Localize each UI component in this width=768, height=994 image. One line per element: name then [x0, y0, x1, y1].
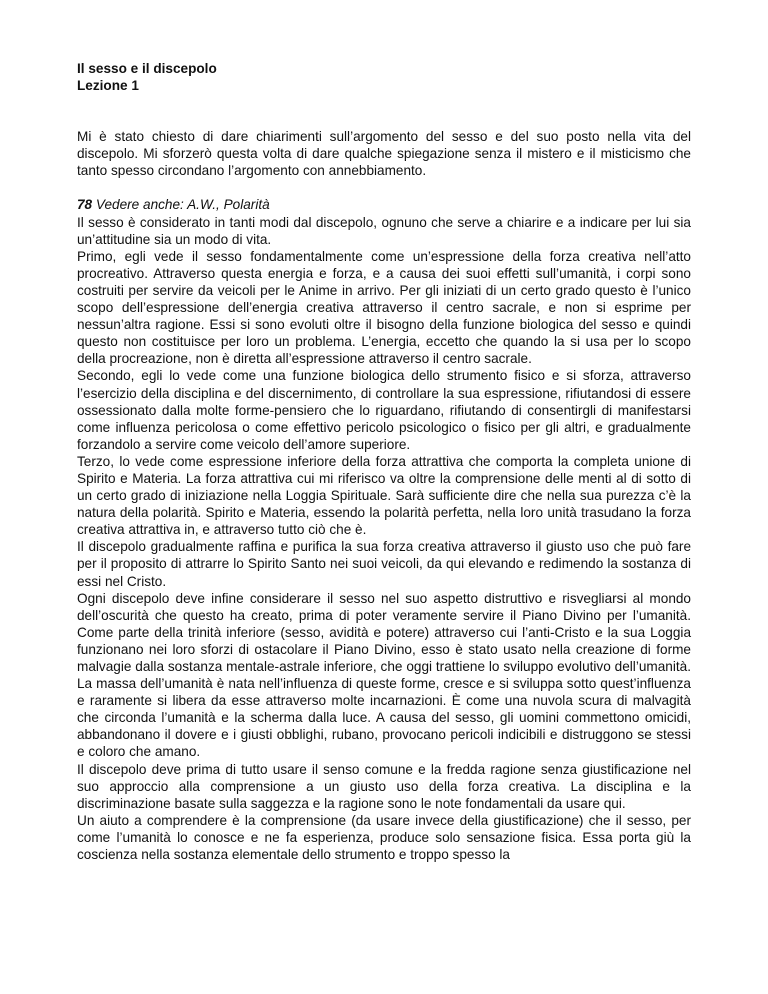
spacer [77, 179, 691, 196]
document-page [77, 60, 691, 863]
body-paragraph: Il discepolo gradualmente raffina e purifica la sua forza creativa attraverso il giusto uso che può fare per il proposito di attrarre lo Spirito Santo nei suoi veicoli, da qui elevando e redimendo la sostanza di essi nel Cristo. [77, 539, 691, 589]
intro-paragraph: Mi è stato chiesto di dare chiarimenti sull’argomento del sesso e del suo posto nella vita del discepolo. Mi sforzerò questa volta di dare qualche spiegazione senza il mistero e il misticismo che tanto spesso circondano l’argomento con annebbiamento. [77, 129, 691, 179]
body-paragraph: Primo, egli vede il sesso fondamentalmente come un’espressione della forza creativa nell’atto procreativo. Attraverso questa energia e forza, e a causa dei suoi effetti sull’umanità, i corpi sono costruiti per servire da veicoli per le Anime in arrivo. Per gli iniziati di un certo grado questo è l’unico scopo dell’espressione dell’energia creativa attraverso il centro sacrale, e non si esprime per nessun’altra ragione. Essi si sono evoluti oltre il bisogno della funzione biologica del sesso e quindi questo non costituisce per loro un problema. L’energia, eccetto che quando la si usa per lo scopo della procreazione, non è diretta all’espressione attraverso il centro sacrale. [77, 248, 691, 367]
spacer [77, 94, 691, 128]
body-paragraph: Ogni discepolo deve infine considerare il sesso nel suo aspetto distruttivo e risvegliarsi al mondo dell’oscurità che questo ha creato, prima di poter veramente servire il Piano Divino per l’umanità. Come parte della trinità inferiore (sesso, avidità e potere) attraverso cui l’anti-Cristo e la sua Loggia funzionano nei loro sforzi di ostacolare il Piano Divino, esso è stato usato nella creazione di forme malvagie dalla sostanza mentale-astrale inferiore, che oggi trattiene lo sviluppo evolutivo dell’umanità. La massa dell’umanità è nata nell’influenza di queste forme, cresce e si sviluppa sotto quest’influenza e raramente si libera da esse attraverso molte incarnazioni. È come una nuvola scura di malvagità che circonda l’umanità e la scherma dalla luce. A causa del sesso, gli uomini commettono omicidi, abbandonano il dovere e i giusti obblighi, rubano, provocano pericoli indicibili e distruggono se stessi e coloro che amano. [77, 590, 691, 760]
reference-note [77, 196, 691, 213]
body-paragraph: Secondo, egli lo vede come una funzione biologica dello strumento fisico e si sforza, attraverso l’esercizio della disciplina e del discernimento, di controllare la sua espressione, rifiutandosi di essere ossessionato dalla molte forme-pensiero che lo riguardano, rifiutando di consentirgli di manifestarsi come influenza pericolosa o come effettivo pericolo psicologico o fisico per gli altri, e gradualmente forzandolo a servire come veicolo dell’amore superiore. [77, 368, 691, 452]
body-paragraph: Il sesso è considerato in tanti modi dal discepolo, ognuno che serve a chiarire e a indicare per lui sia un’attitudine sia un modo di vita. [77, 214, 691, 247]
note-number: 78 [77, 197, 93, 213]
note-text: Vedere anche: A.W., Polarità [95, 197, 270, 213]
document-title: Il sesso e il discepolo [77, 61, 217, 76]
lesson-label: Lezione 1 [77, 78, 139, 94]
body-paragraph: Il discepolo deve prima di tutto usare il senso comune e la fredda ragione senza giustificazione nel suo approccio alla comprensione a un giusto uso della forza creativa. La disciplina e la discriminazione basate sulla saggezza e la ragione sono le note fondamentali da usare qui. [77, 761, 691, 811]
body-paragraph: Un aiuto a comprendere è la comprensione (da usare invece della giustificazione) che il sesso, per come l’umanità lo conosce e ne fa esperienza, produce solo sensazione fisica. Essa porta giù la coscienza nella sostanza elementale dello strumento e troppo spesso la [77, 812, 691, 863]
body-paragraph: Terzo, lo vede come espressione inferiore della forza attrattiva che comporta la completa unione di Spirito e Materia. La forza attrattiva cui mi riferisco va oltre la comprensione delle menti al di sotto di un certo grado di iniziazione nella Loggia Spirituale. Sarà sufficiente dire che nella sua purezza c’è la natura della polarità. Spirito e Materia, essendo la polarità perfetta, nella loro unità trasudano la forza creativa attrattiva in, e attraverso tutto ciò che è. [77, 453, 691, 538]
